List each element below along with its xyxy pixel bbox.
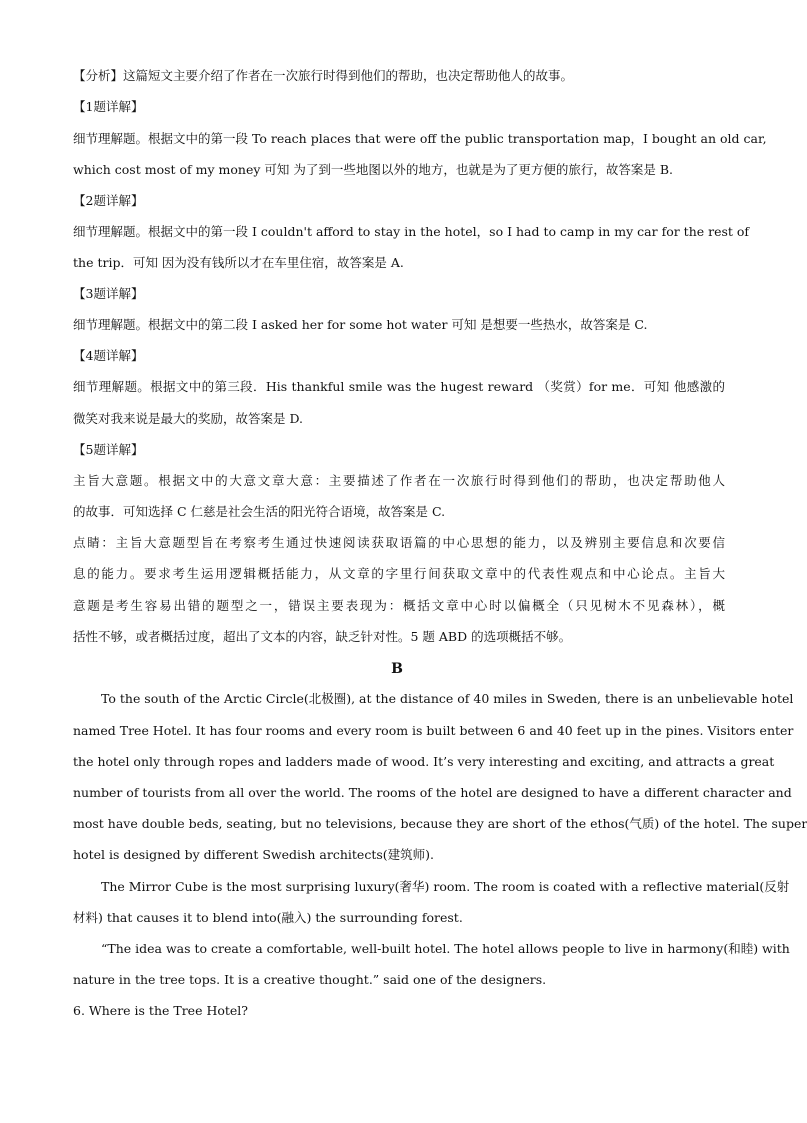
q3-detail-line: 细节理解题。根据文中的第二段 I asked her for some hot water 可知 是想要一些热水，故答案是 C. xyxy=(73,317,648,332)
q2-detail-line: the trip．可知 因为没有钱所以才在车里住宿，故答案是 A. xyxy=(73,255,404,270)
passage-line: hotel is designed by different Swedish architects(建筑师). xyxy=(73,847,434,862)
tip-line: 意题是考生容易出错的题型之一，错误主要表现为：概括文章中心时以偏概全（只见树木不见森林），概 xyxy=(73,598,725,613)
tip-line: 息的能力。要求考生运用逻辑概括能力，从文章的字里行间获取文章中的代表性观点和中心论点。主旨大 xyxy=(73,566,725,581)
passage-line: The Mirror Cube is the most surprising luxury(奢华) room. The room is coated with a reflective material(反射 xyxy=(101,879,790,894)
q5-detail-line: 主旨大意题。根据文中的大意文章大意：主要描述了作者在一次旅行时得到他们的帮助，也决定帮助他人 xyxy=(73,473,725,488)
q2-heading: 【2题详解】 xyxy=(73,193,144,208)
q2-detail-line: 细节理解题。根据文中的第一段 I couldn't afford to stay in the hotel，so I had to camp in my car for the rest of xyxy=(73,224,750,239)
q3-heading: 【3题详解】 xyxy=(73,286,144,301)
q5-detail-line: 的故事．可知选择 C 仁慈是社会生活的阳光符合语境，故答案是 C. xyxy=(73,504,446,519)
q1-detail-line: which cost most of my money 可知 为了到一些地图以外的地方，也就是为了更方便的旅行，故答案是 B. xyxy=(73,162,673,177)
section-b-label: B xyxy=(391,661,403,677)
q4-heading: 【4题详解】 xyxy=(73,348,144,363)
passage-line: nature in the tree tops. It is a creative thought.” said one of the designers. xyxy=(73,972,547,987)
passage-line: most have double beds, seating, but no televisions, because they are short of the ethos(气质) of the hotel. The super xyxy=(73,816,807,831)
q1-heading: 【1题详解】 xyxy=(73,99,144,114)
passage-line: number of tourists from all over the world. The rooms of the hotel are designed to have a different character and xyxy=(73,785,792,800)
analysis-summary: 【分析】这篇短文主要介绍了作者在一次旅行时得到他们的帮助，也决定帮助他人的故事。 xyxy=(73,68,574,83)
question-6: 6. Where is the Tree Hotel? xyxy=(73,1003,248,1018)
tip-line: 点睛：主旨大意题型旨在考察考生通过快速阅读获取语篇的中心思想的能力，以及辨别主要信息和次要信 xyxy=(73,535,725,550)
q1-detail-line: 细节理解题。根据文中的第一段 To reach places that were off the public transportation map，I bought an old car, xyxy=(73,131,767,146)
q4-detail-line: 细节理解题。根据文中的第三段．His thankful smile was the hugest reward （奖赏）for me．可知 他感激的 xyxy=(73,379,725,394)
passage-line: named Tree Hotel. It has four rooms and every room is built between 6 and 40 feet up in the pines. Visitors enter xyxy=(73,723,794,738)
tip-line: 括性不够，或者概括过度，超出了文本的内容，缺乏针对性。5 题 ABD 的选项概括不够。 xyxy=(73,629,572,644)
passage-line: the hotel only through ropes and ladders made of wood. It’s very interesting and exciting, and attracts a great xyxy=(73,754,775,769)
passage-line: “The idea was to create a comfortable, well-built hotel. The hotel allows people to live in harmony(和睦) with xyxy=(101,941,790,956)
passage-line: 材料) that causes it to blend into(融入) the surrounding forest. xyxy=(73,910,463,925)
passage-line: To the south of the Arctic Circle(北极圈), at the distance of 40 miles in Sweden, there is an unbelievable hotel xyxy=(101,691,794,706)
q4-detail-line: 微笑对我来说是最大的奖励，故答案是 D. xyxy=(73,411,304,426)
q5-heading: 【5题详解】 xyxy=(73,442,144,457)
